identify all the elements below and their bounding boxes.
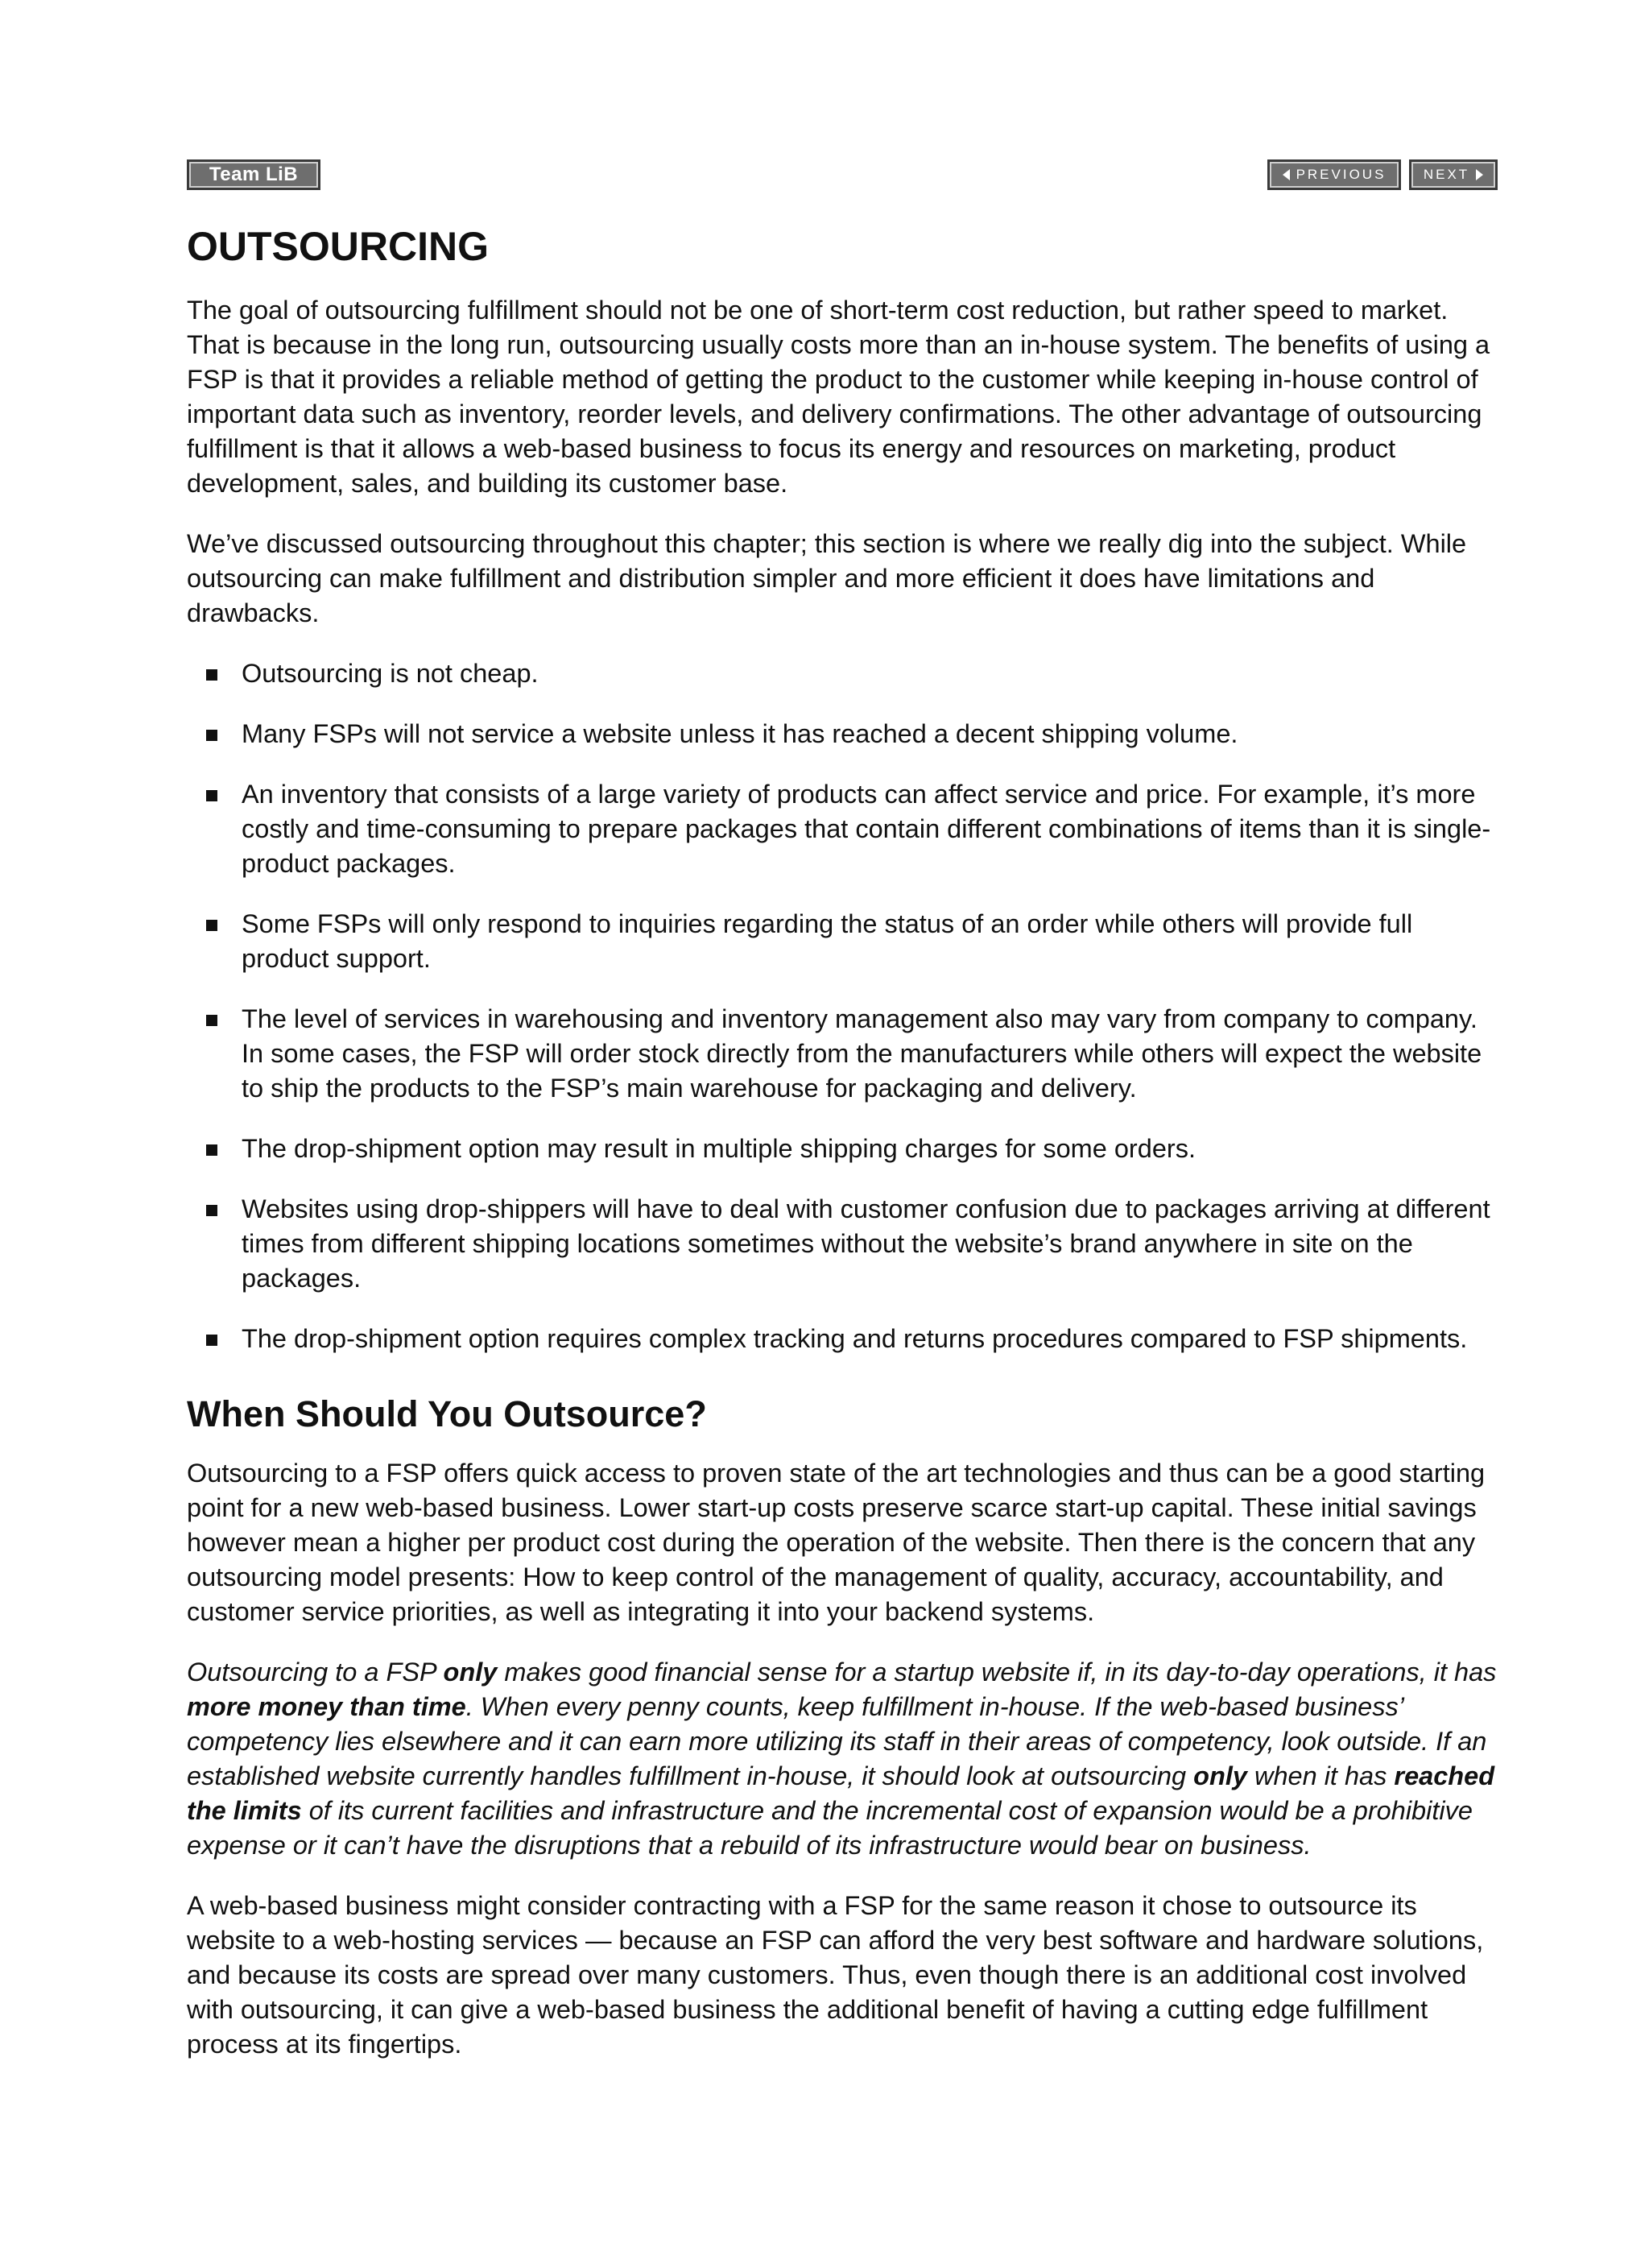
bullet-square-icon bbox=[206, 730, 217, 741]
list-item-text: Websites using drop-shippers will have to deal with customer confusion due to packages arriving at different times from different shipping locations sometimes without the website’s brand anywhere in site on the packages. bbox=[242, 1194, 1490, 1293]
list-item bbox=[187, 907, 1498, 976]
list-item bbox=[187, 1132, 1498, 1166]
callout-text: . When every penny counts, keep fulfillment in-house. If the web-based business’ competency lies elsewhere and it can earn more utilizing its staff in their areas of competency, look outside. If an established website currently handles fulfillment in-house, it should look at outsourcing bbox=[187, 1692, 1487, 1790]
list-item-text: Some FSPs will only respond to inquiries regarding the status of an order while others will provide full product support. bbox=[242, 909, 1413, 973]
list-item-text: The drop-shipment option may result in multiple shipping charges for some orders. bbox=[242, 1134, 1196, 1163]
bullet-square-icon bbox=[206, 1144, 217, 1156]
callout-emphasis: only bbox=[1193, 1761, 1247, 1790]
bullet-square-icon bbox=[206, 1205, 217, 1216]
previous-button-label: PREVIOUS bbox=[1296, 167, 1387, 182]
previous-button[interactable] bbox=[1267, 159, 1401, 190]
list-item-text: Many FSPs will not service a website unless it has reached a decent shipping volume. bbox=[242, 719, 1238, 748]
bullet-square-icon bbox=[206, 920, 217, 931]
list-item bbox=[187, 1002, 1498, 1106]
bullet-square-icon bbox=[206, 1335, 217, 1346]
arrow-right-icon bbox=[1476, 169, 1483, 180]
next-button[interactable] bbox=[1409, 159, 1498, 190]
list-item bbox=[187, 777, 1498, 881]
bullet-square-icon bbox=[206, 669, 217, 681]
intro-paragraph: We’ve discussed outsourcing throughout this chapter; this section is where we really dig into the subject. While outsourcing can make fulfillment and distribution simpler and more efficient it does have limitations and drawbacks. bbox=[187, 529, 1467, 627]
list-item bbox=[187, 717, 1498, 751]
top-navigation-bar bbox=[187, 159, 1498, 193]
callout-text: when it has bbox=[1246, 1761, 1395, 1790]
next-button-label: NEXT bbox=[1423, 167, 1470, 182]
callout-emphasis: only bbox=[443, 1658, 498, 1687]
list-item bbox=[187, 1192, 1498, 1296]
list-item bbox=[187, 1322, 1498, 1356]
callout-emphasis: more money than time bbox=[187, 1692, 466, 1721]
callout-emphasis: reached the limits bbox=[187, 1761, 1495, 1825]
list-item-text: An inventory that consists of a large variety of products can affect service and price. For example, it’s more costly and time-consuming to prepare packages that contain different combinations of items than it is single-product packages. bbox=[242, 780, 1491, 878]
list-item-text: The drop-shipment option requires complex tracking and returns procedures compared to FSP shipments. bbox=[242, 1324, 1468, 1353]
bullet-square-icon bbox=[206, 1015, 217, 1026]
intro-paragraph: The goal of outsourcing fulfillment should not be one of short-term cost reduction, but rather speed to market. That is because in the long run, outsourcing usually costs more than an in-house system. The benefits of using a FSP is that it provides a reliable method of getting the product to the customer while keeping in-house control of important data such as inventory, reorder levels, and delivery confirmations. The other advantage of outsourcing fulfillment is that it allows a web-based business to focus its energy and resources on marketing, product development, sales, and building its customer base. bbox=[187, 296, 1490, 498]
list-item-text: The level of services in warehousing and inventory management also may vary from company to company. In some cases, the FSP will order stock directly from the manufacturers while others will expect the website to ship the products to the FSP’s main warehouse for packaging and delivery. bbox=[242, 1004, 1482, 1103]
arrow-left-icon bbox=[1283, 169, 1290, 180]
pager-buttons bbox=[1267, 159, 1498, 190]
drawbacks-list bbox=[187, 656, 1498, 1356]
section-title: OUTSOURCING bbox=[187, 224, 489, 269]
callout-text: Outsourcing to a FSP bbox=[187, 1658, 444, 1687]
bullet-square-icon bbox=[206, 790, 217, 801]
callout-text: of its current facilities and infrastructure and the incremental cost of expansion would be a prohibitive expense or it can’t have the disruptions that a rebuild of its infrastructure would bear on business. bbox=[187, 1796, 1473, 1860]
subsection-paragraph: A web-based business might consider contracting with a FSP for the same reason it chose to outsource its website to a web-hosting services — because an FSP can afford the very best software and hardware solutions, and because its costs are spread over many customers. Thus, even though there is an additional cost involved with outsourcing, it can give a web-based business the additional benefit of having a cutting edge fulfillment process at its fingertips. bbox=[187, 1891, 1484, 2059]
subsection-paragraph: Outsourcing to a FSP offers quick access to proven state of the art technologies and thus can be a good starting point for a new web-based business. Lower start-up costs preserve scarce start-up capital. These initial savings however mean a higher per product cost during the operation of the website. Then there is the concern that any outsourcing model presents: How to keep control of the management of quality, accuracy, accountability, and customer service priorities, as well as integrating it into your backend systems. bbox=[187, 1459, 1486, 1626]
list-item bbox=[187, 656, 1498, 691]
subsection-title: When Should You Outsource? bbox=[187, 1393, 707, 1434]
page-content bbox=[187, 159, 1498, 2062]
callout-text: makes good financial sense for a startup website if, in its day-to-day operations, it has bbox=[497, 1658, 1497, 1687]
team-lib-button[interactable]: Team LiB bbox=[187, 159, 320, 190]
italic-callout-paragraph bbox=[187, 1655, 1498, 1863]
list-item-text: Outsourcing is not cheap. bbox=[242, 659, 539, 688]
